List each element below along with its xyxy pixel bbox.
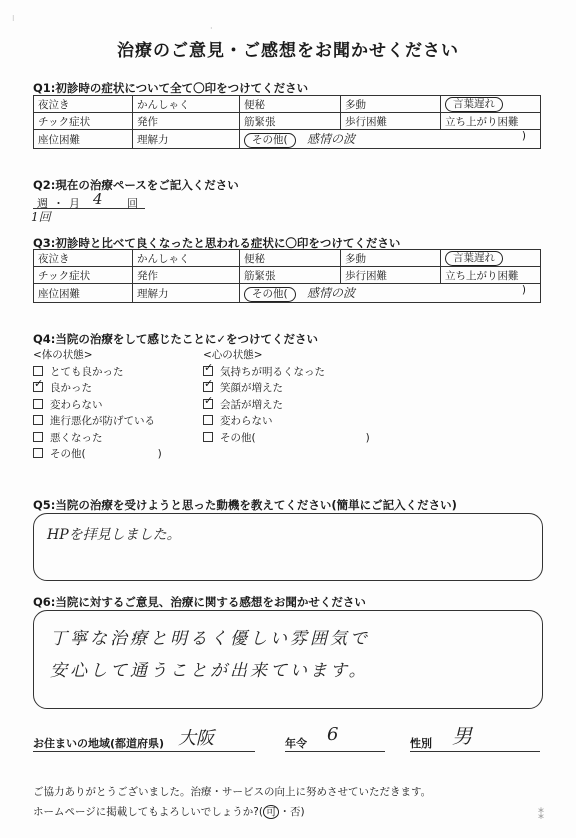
sex-label: 性別: [410, 737, 432, 750]
region-underline: [33, 751, 255, 752]
q2-heading: Q2:現在の治療ペースをご記入ください: [33, 178, 239, 192]
option-no[interactable]: 否: [289, 806, 301, 818]
handwritten-other: 感情の波: [306, 286, 355, 300]
table-cell[interactable]: 多動: [341, 96, 441, 113]
checkbox-label: その他(: [220, 431, 256, 444]
thanks-note: ご協力ありがとうございました。治療・サービスの向上に努めさせていただきます。: [33, 786, 432, 798]
table-cell[interactable]: 夜泣き: [34, 250, 133, 267]
publish-question: ホームページに掲載してもよろしいでしょうか?: [33, 806, 259, 818]
checkbox[interactable]: [33, 432, 43, 442]
scan-speck: ⁑: [538, 808, 544, 822]
body-state-header: <体の状態>: [33, 349, 93, 361]
checkbox-label: 笑顔が増えた: [220, 382, 283, 394]
table-cell[interactable]: 筋緊張: [240, 113, 341, 130]
treatment-pace-field: [31, 190, 143, 224]
handwritten-other: 感情の波: [306, 132, 355, 146]
table-cell[interactable]: 便秘: [240, 96, 341, 113]
circled-other-label: その他(: [244, 287, 296, 302]
checkbox-label: 変わらない: [220, 415, 273, 427]
table-cell[interactable]: 座位困難: [34, 284, 133, 303]
table-row: [34, 130, 541, 149]
table-cell[interactable]: 理解力: [133, 130, 240, 149]
checkbox-item[interactable]: [203, 364, 370, 381]
checkbox-item[interactable]: [33, 413, 162, 430]
table-row: [34, 284, 541, 303]
mind-state-list: [203, 347, 370, 446]
checkbox-label: 気持ちが明るくなった: [220, 365, 325, 378]
checkbox-label: 悪くなった: [50, 431, 103, 444]
table-cell[interactable]: 歩行困難: [341, 267, 441, 284]
table-cell[interactable]: 立ち上がり困難: [441, 113, 541, 130]
publish-permission: [33, 804, 305, 819]
close-paren: ): [300, 806, 305, 818]
checkbox[interactable]: [203, 432, 213, 442]
q5-answer: HPを拝見しました。: [47, 527, 181, 543]
handwritten-note: 1回: [31, 210, 51, 224]
checkbox-item[interactable]: [203, 380, 370, 397]
separator: ・: [279, 806, 290, 818]
scan-speck: ⁝: [12, 14, 15, 23]
table-cell[interactable]: 理解力: [133, 284, 240, 303]
mind-state-header: <心の状態>: [203, 349, 263, 361]
checkbox-label: 変わらない: [50, 398, 103, 411]
table-cell[interactable]: 多動: [341, 250, 441, 267]
scan-speck: ·: [210, 24, 213, 33]
q6-heading: Q6:当院に対するご意見、治療に関する感想をお聞かせください: [33, 595, 366, 609]
q6-answer-line2: 安心して通うことが出来ています。: [50, 661, 369, 681]
q3-symptom-table: [33, 249, 541, 303]
checkbox-label: 進行悪化が防げている: [50, 415, 155, 427]
age-value[interactable]: 6: [327, 724, 339, 745]
checkbox-item[interactable]: [33, 430, 162, 447]
circled-answer: 言葉遅れ: [445, 97, 503, 112]
checkbox-checked[interactable]: [33, 382, 43, 392]
q3-heading: Q3:初診時と比べて良くなったと思われる症状に〇印をつけてください: [33, 236, 401, 250]
checkbox-item[interactable]: [203, 430, 370, 447]
separator: ・: [53, 197, 64, 210]
circled-other-label: その他(: [244, 133, 296, 148]
table-cell[interactable]: 発作: [133, 267, 240, 284]
checkbox-checked[interactable]: [203, 366, 213, 376]
close-paren: ): [365, 431, 370, 444]
body-state-list: [33, 347, 162, 463]
close-paren: ): [521, 130, 526, 142]
table-cell[interactable]: チック症状: [34, 113, 133, 130]
table-cell[interactable]: 筋緊張: [240, 267, 341, 284]
table-cell[interactable]: 歩行困難: [341, 113, 441, 130]
table-row: [34, 96, 541, 113]
table-row: [34, 113, 541, 130]
week-option[interactable]: 週: [37, 197, 48, 210]
table-cell-circled[interactable]: [441, 250, 541, 267]
checkbox-label: とても良かった: [50, 365, 124, 378]
checkbox-label: 会話が増えた: [220, 398, 283, 411]
q4-heading: Q4:当院の治療をして感じたことに✓をつけてください: [33, 332, 319, 346]
table-row: [34, 267, 541, 284]
checkbox-item[interactable]: [33, 364, 162, 381]
option-yes-circled[interactable]: 可: [263, 805, 280, 819]
close-paren: ): [157, 448, 162, 460]
table-cell-circled[interactable]: [441, 96, 541, 113]
table-cell[interactable]: かんしゃく: [133, 96, 240, 113]
pace-unit: 回: [127, 197, 138, 210]
region-value[interactable]: 大阪: [178, 728, 214, 749]
checkbox-item[interactable]: [33, 446, 162, 463]
page-title: 治療のご意見・ご感想をお聞かせください: [117, 41, 459, 61]
table-cell[interactable]: 座位困難: [34, 130, 133, 149]
month-option[interactable]: 月: [69, 197, 80, 210]
checkbox[interactable]: [33, 366, 43, 376]
checkbox[interactable]: [33, 399, 43, 409]
q1-symptom-table: [33, 95, 541, 149]
checkbox-label: その他(: [50, 448, 86, 460]
checkbox-label: 良かった: [50, 382, 92, 394]
checkbox-checked[interactable]: [203, 399, 213, 409]
checkbox[interactable]: [33, 448, 43, 458]
other-cell[interactable]: [240, 130, 541, 149]
checkbox[interactable]: [203, 415, 213, 425]
q6-answer-line1: 丁寧な治療と明るく優しい雰囲気で: [50, 629, 370, 649]
checkbox-checked[interactable]: [203, 382, 213, 392]
sex-underline: [410, 751, 540, 752]
other-cell[interactable]: [240, 284, 541, 303]
table-cell[interactable]: 立ち上がり困難: [441, 267, 541, 284]
age-underline: [285, 751, 385, 752]
checkbox[interactable]: [33, 415, 43, 425]
open-paren: (: [258, 806, 263, 818]
table-cell[interactable]: 便秘: [240, 250, 341, 267]
checkbox-item[interactable]: [203, 413, 370, 430]
close-paren: ): [521, 284, 526, 296]
circled-answer: 言葉遅れ: [445, 251, 503, 266]
table-cell[interactable]: かんしゃく: [133, 250, 240, 267]
region-label: お住まいの地域(都道府県): [33, 737, 165, 750]
table-cell[interactable]: 夜泣き: [34, 96, 133, 113]
sex-value[interactable]: 男: [452, 724, 472, 748]
checkbox-item[interactable]: [203, 397, 370, 414]
pace-count[interactable]: 4: [93, 190, 103, 208]
checkbox-item[interactable]: [33, 397, 162, 414]
table-cell[interactable]: チック症状: [34, 267, 133, 284]
checkbox-item[interactable]: [33, 380, 162, 397]
age-label: 年令: [285, 737, 307, 750]
q1-heading: Q1:初診時の症状について全て〇印をつけてください: [33, 81, 309, 95]
table-cell[interactable]: 発作: [133, 113, 240, 130]
q5-heading: Q5:当院の治療を受けようと思った動機を教えてください(簡単にご記入ください): [33, 498, 457, 512]
table-row: [34, 250, 541, 267]
